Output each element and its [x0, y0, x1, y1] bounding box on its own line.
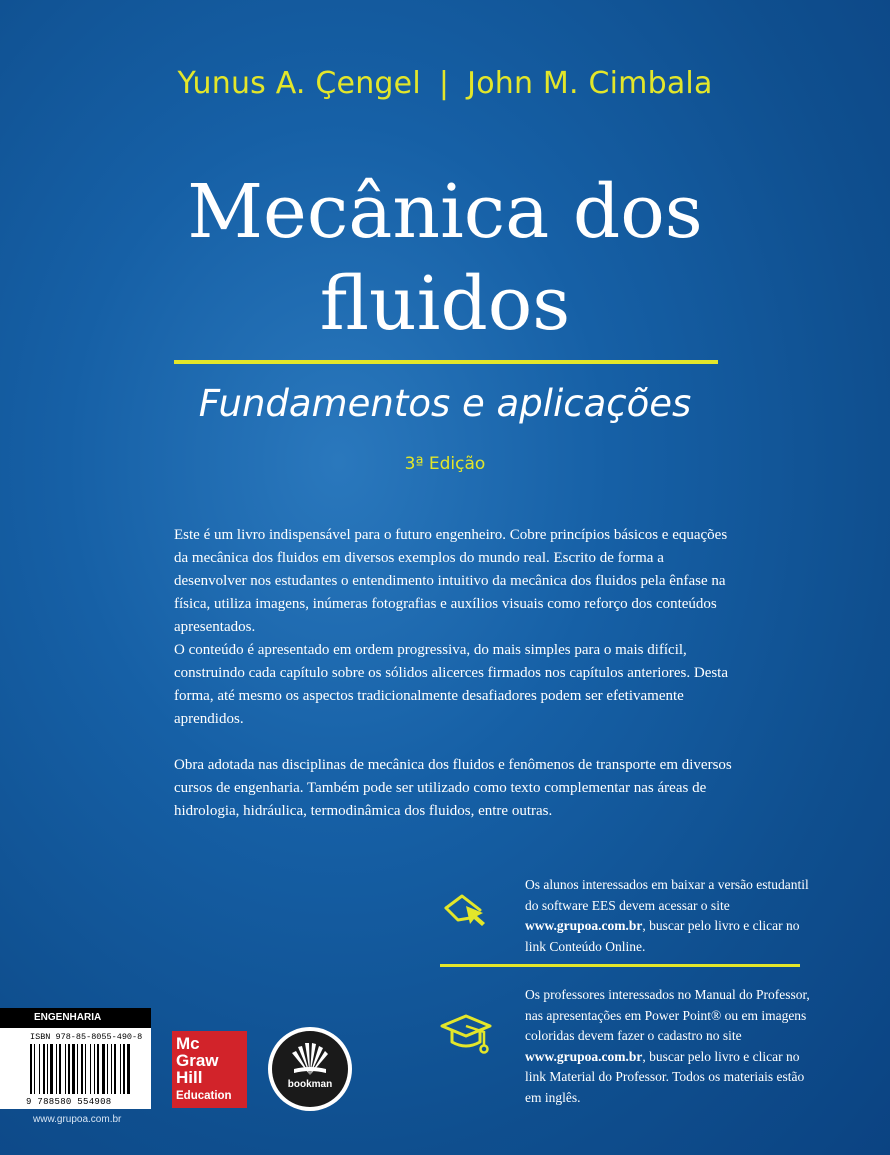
book-subtitle: Fundamentos e aplicações: [198, 382, 692, 425]
edition-label: 3ª Edição: [404, 454, 486, 474]
mcgraw-logo-line-2: Graw: [176, 1051, 219, 1070]
mcgraw-logo-line-4: Education: [176, 1090, 232, 1102]
title-line-1: Mecânica dos: [187, 169, 703, 255]
professors-note: [525, 985, 810, 1108]
title-divider: [174, 360, 718, 364]
book-fan-icon: [272, 1031, 348, 1081]
professors-note-text-end: , buscar pelo livro e clicar no link Material do Professor. Todos os materiais estão em inglês.: [525, 1048, 805, 1105]
graduation-cap-icon: [438, 1010, 494, 1058]
barcode-box: [0, 1028, 151, 1109]
author-cimbala: John M. Cimbala: [467, 66, 713, 101]
professors-site-link[interactable]: www.grupoa.com.br: [525, 1048, 643, 1064]
mcgraw-logo-line-1: Mc: [176, 1034, 200, 1053]
barcode-icon: [30, 1044, 142, 1094]
students-site-link[interactable]: www.grupoa.com.br: [525, 918, 643, 933]
author-cengel: Yunus A. Çengel: [177, 66, 421, 101]
professors-note-text: Os professores interessados no Manual do Professor, nas apresentações em Power Point® ou em imagens coloridas devem fazer o cadastro no site: [525, 987, 810, 1043]
students-note-text: Os alunos interessados em baixar a versão estudantil do software EES devem acessar o site: [525, 877, 809, 913]
bookman-logo-inner: [272, 1031, 348, 1107]
publisher-site[interactable]: www.grupoa.com.br: [33, 1114, 122, 1125]
mcgraw-logo-line-3: Hill: [176, 1068, 203, 1087]
isbn-number: ISBN 978-85-8055-490-8: [30, 1032, 143, 1042]
description-paragraph-2: O conteúdo é apresentado em ordem progressiva, do mais simples para o mais difícil, construindo cada capítulo sobre os sólidos alicerces firmados nos capítulos anteriores. Desta forma, até mesmo os aspectos tradicionalmente desafiadores podem ser efetivamente aprendidos.: [174, 642, 729, 727]
description-paragraph-1: Este é um livro indispensável para o futuro engenheiro. Cobre princípios básicos e equações da mecânica dos fluidos em diversos exemplos do mundo real. Escrito de forma a desenvolver nos estudantes o entendimento intuitivo da mecânica dos fluidos pela ênfase na física, utiliza imagens, inúmeras fotografias e auxílios visuais como reforço dos conteúdos apresentados.: [174, 527, 728, 635]
title-line-2: fluidos: [319, 261, 571, 347]
book-title: [0, 166, 890, 350]
ean-number: 9 788580 554908: [26, 1097, 112, 1107]
bookman-logo: [268, 1027, 352, 1111]
description-paragraph-3: Obra adotada nas disciplinas de mecânica dos fluidos e fenômenos de transporte em diversos cursos de engenharia. Também pode ser utilizado como texto complementar nas áreas de hidrologia, hidráulica, termodinâmica dos fluidos, entre outras.: [174, 757, 732, 819]
students-note: [525, 875, 810, 957]
cursor-click-icon: [440, 888, 496, 932]
barcode-block: [0, 1008, 151, 1109]
students-note-text-end: , buscar pelo livro e clicar no link Conteúdo Online.: [525, 918, 800, 954]
notes-divider: [440, 964, 800, 967]
mcgraw-hill-logo: [172, 1031, 247, 1108]
author-separator: |: [438, 66, 450, 101]
bookman-name: bookman: [287, 1079, 333, 1090]
authors: [0, 66, 890, 101]
category-label: ENGENHARIA: [0, 1008, 151, 1028]
description: [174, 524, 734, 823]
